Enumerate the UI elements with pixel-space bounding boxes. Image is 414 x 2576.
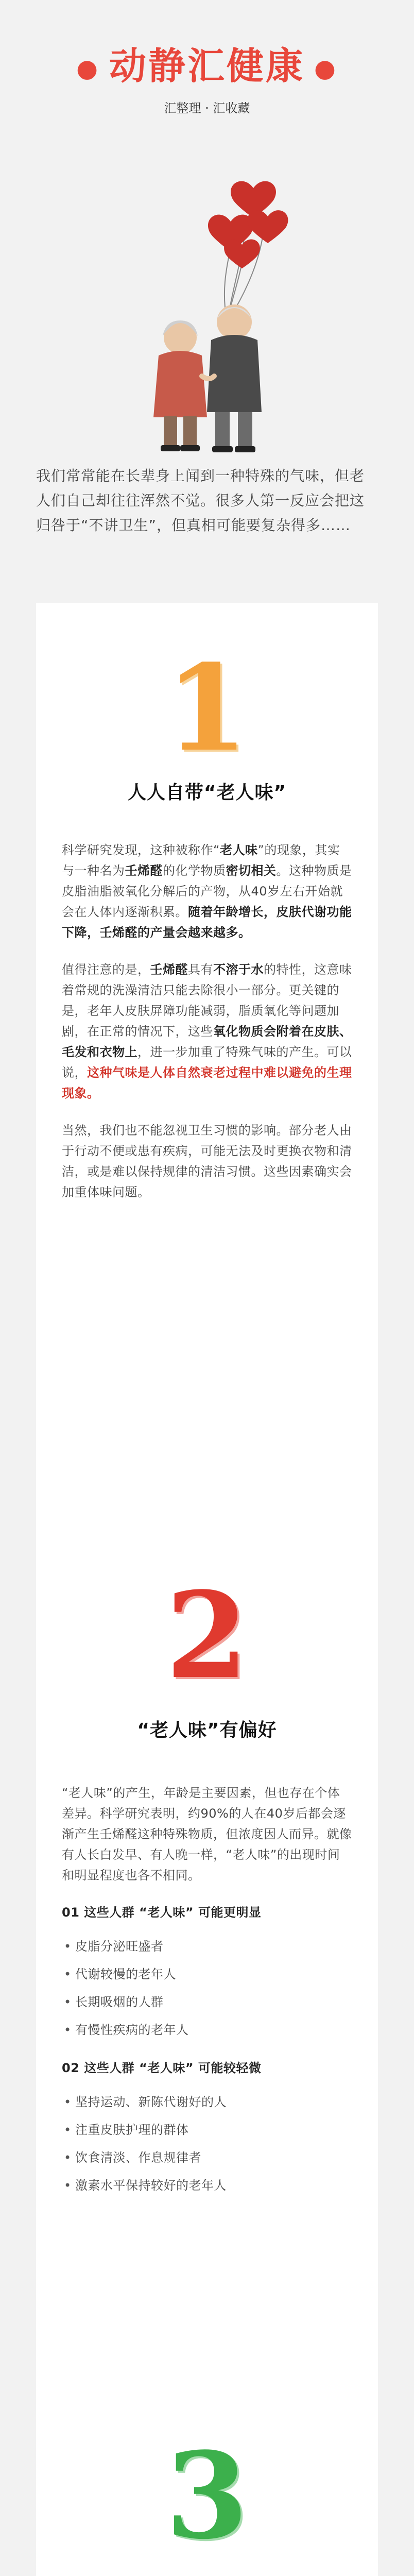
section-2-group-1-list xyxy=(62,1936,352,2040)
subtitle: 汇整理 · 汇收藏 xyxy=(164,101,250,115)
section-2-paragraph-1: “老人味”的产生，年龄是主要因素，但也存在个体差异。科学研究表明，约90%的人在40岁后都会逐渐产生壬烯醛这种特殊物质，但浓度因人而异。就像有人长白发早、有人晚一样，“老人味”的出现时间和明显程度也各不相同。 xyxy=(62,1786,352,1883)
section-2-body xyxy=(62,1783,352,2213)
text-segment: 。这种物质是皮脂油脂被氧化分解后的产物，从40岁左右开始就会在人体内逐渐积累。 xyxy=(62,863,352,919)
page-title: ● 动静汇健康 ● xyxy=(76,44,338,88)
list-item: • 坚持运动、新陈代谢好的人 xyxy=(62,2092,352,2112)
header xyxy=(0,0,414,139)
section-2-group-2-list xyxy=(62,2092,352,2196)
text-segment: 老人味 xyxy=(219,843,258,857)
bullet-dot-right-icon: ● xyxy=(314,54,338,83)
text-segment: 壬烯醛 xyxy=(150,962,188,977)
text-segment: 的化学物质 xyxy=(163,863,226,878)
section-2-group-2-title: 02 这些人群 “老人味” 可能较轻微 xyxy=(62,2061,262,2075)
list-item: • 注重皮肤护理的群体 xyxy=(62,2120,352,2140)
text-segment: 氧化物质会附着在皮肤、毛发和衣物上 xyxy=(62,1024,352,1059)
text-segment: 这种气味是人体自然衰老过程中难以避免的生理现象。 xyxy=(62,1065,352,1100)
text-segment: 的特性，这意味着常规的洗澡清洁只能去除很小一部分。更关键的是，老年人皮肤屏障功能减弱，脂质氧化等问题加剧，在正常的情况下，这些 xyxy=(62,962,352,1039)
bullet-dot-left-icon: ● xyxy=(76,54,100,83)
section-2-title: “老人味”有偏好 xyxy=(137,1720,277,1741)
list-item: • 激素水平保持较好的老年人 xyxy=(62,2175,352,2196)
section-1-paragraph-1 xyxy=(62,840,352,943)
section-number-2: 2 xyxy=(165,1566,249,1705)
section-number-1: 1 xyxy=(165,639,249,778)
text-segment: 不溶于水 xyxy=(213,962,264,977)
content-card xyxy=(36,603,378,2576)
text-segment: ，进一步加重了特殊气味的产生。可以说， xyxy=(62,1045,352,1080)
text-segment: 具有 xyxy=(188,962,213,977)
text-segment: 科学研究发现，这种被称作“ xyxy=(62,843,220,857)
text-segment: 随着年龄增长，皮肤代谢功能下降，壬烯醛的产量会越来越多。 xyxy=(62,905,352,940)
text-segment: 密切相关 xyxy=(226,863,277,878)
list-item: • 皮脂分泌旺盛者 xyxy=(62,1936,352,1957)
elderly-couple-balloons-illustration xyxy=(0,134,414,453)
text-segment: ”的现象，其实与一种名为 xyxy=(62,843,340,878)
section-1-title: 人人自带“老人味” xyxy=(127,782,287,803)
list-item: • 有慢性疾病的老年人 xyxy=(62,2020,352,2040)
section-1-body xyxy=(62,840,352,1219)
section-2-group-1-title: 01 这些人群 “老人味” 可能更明显 xyxy=(62,1905,262,1920)
intro-paragraph: 我们常常能在长辈身上闻到一种特殊的气味，但老人们自己却往往浑然不觉。很多人第一反应会把这归咎于“不讲卫生”，但真相可能要复杂得多…… xyxy=(36,467,365,534)
list-item: • 饮食清淡、作息规律者 xyxy=(62,2147,352,2168)
text-segment: 壬烯醛 xyxy=(125,863,163,878)
section-1-paragraph-3: 当然，我们也不能忽视卫生习惯的影响。部分老人由于行动不便或患有疾病，可能无法及时更换衣物和清洁，或是难以保持规律的清洁习惯。这些因素确实会加重体味问题。 xyxy=(62,1123,352,1199)
text-segment: 值得注意的是， xyxy=(62,962,150,977)
section-1-paragraph-2 xyxy=(62,959,352,1104)
list-item: • 长期吸烟的人群 xyxy=(62,1992,352,2012)
list-item: • 代谢较慢的老年人 xyxy=(62,1964,352,1985)
section-number-3: 3 xyxy=(165,2427,249,2566)
